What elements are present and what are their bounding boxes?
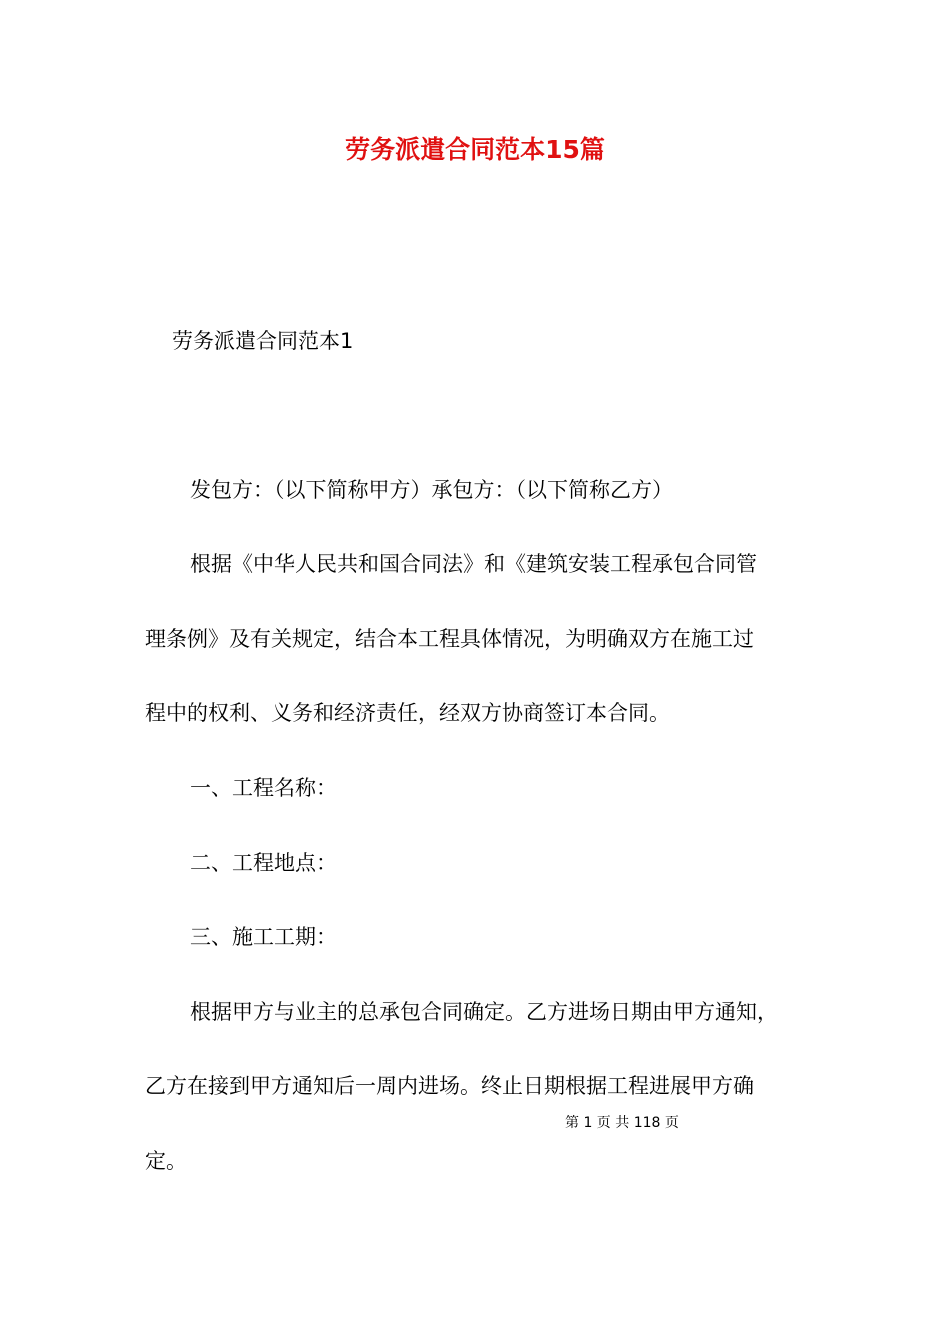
paragraph-line: 一、工程名称： [190,776,337,800]
paragraph-line: 理条例》及有关规定，结合本工程具体情况，为明确双方在施工过 [145,627,754,651]
document-title: 劳务派遣合同范本15篇 [345,135,605,164]
paragraph-line: 乙方在接到甲方通知后一周内进场。终止日期根据工程进展甲方确 [145,1074,754,1098]
paragraph-line: 根据甲方与业主的总承包合同确定。乙方进场日期由甲方通知， [190,1000,778,1024]
page-number-footer: 第 1 页 共 118 页 [565,1115,679,1131]
paragraph-line: 二、工程地点： [190,851,337,875]
paragraph-line: 三、施工工期： [190,925,337,949]
paragraph-line: 根据《中华人民共和国合同法》和《建筑安装工程承包合同管 [190,552,757,576]
section-heading: 劳务派遣合同范本1 [172,329,354,353]
paragraph-line: 发包方：（以下简称甲方）承包方：（以下简称乙方） [190,478,673,502]
paragraph-line: 程中的权利、义务和经济责任，经双方协商签订本合同。 [145,701,670,725]
paragraph-line: 定。 [145,1149,187,1173]
